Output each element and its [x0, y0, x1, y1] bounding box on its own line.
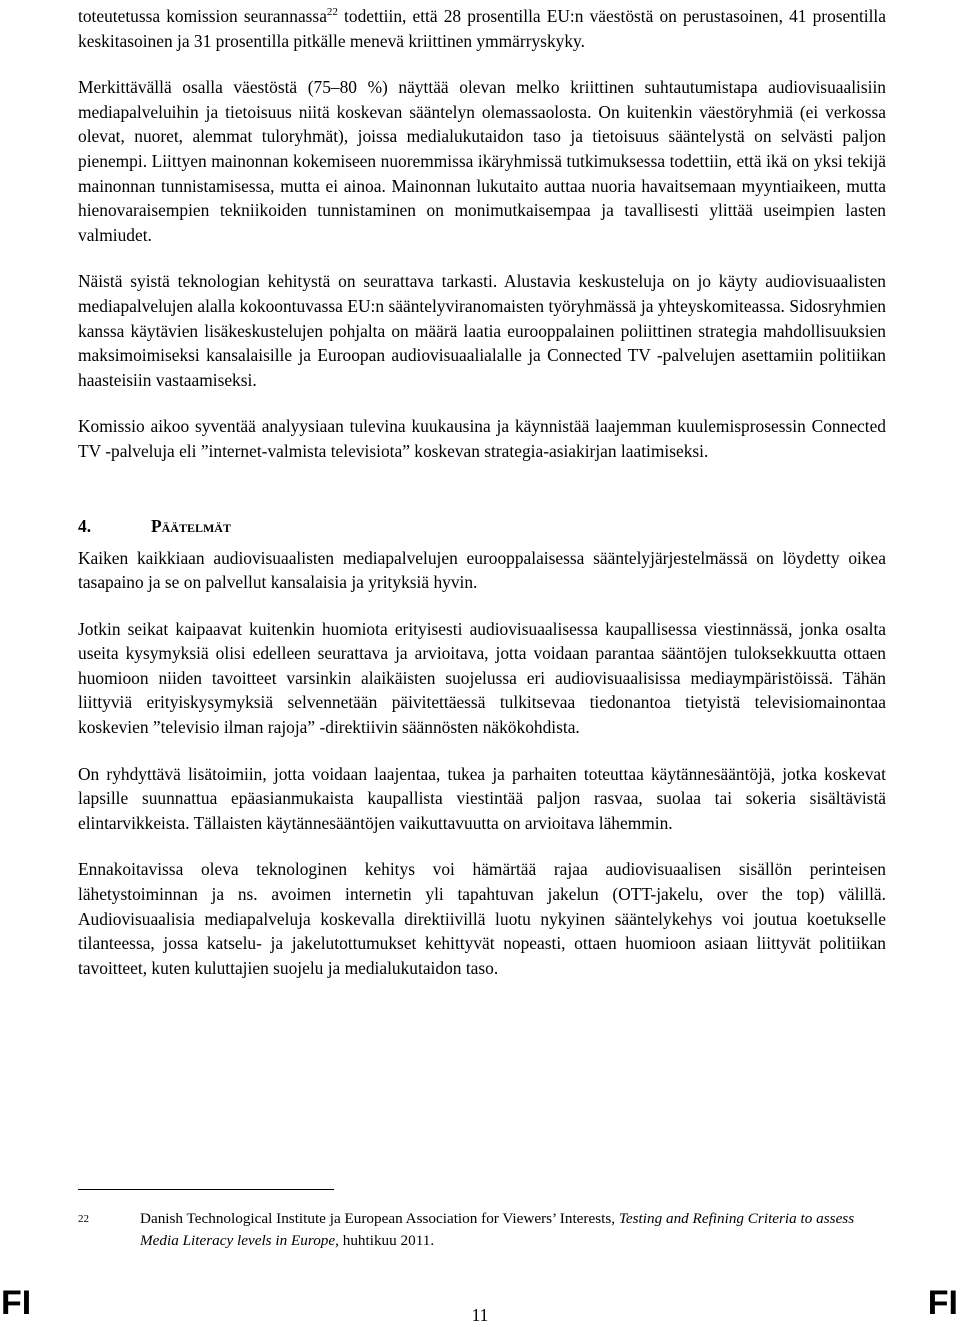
footnote-text-start: Danish Technological Institute ja European Association for Viewers’ Interests,	[140, 1210, 619, 1227]
footnote-text-end: , huhtikuu 2011.	[335, 1232, 435, 1249]
paragraph-1-text-start: toteutetussa komission seurannassa	[78, 6, 327, 26]
language-code-right: FI	[927, 1284, 958, 1322]
section-heading	[78, 514, 886, 538]
paragraph-7: On ryhdyttävä lisätoimiin, jotta voidaan laajentaa, tukea ja parhaiten toteuttaa käytännesääntöjä, jotka koskevat lapsille suunnattua epäasianmukaista kaupallista viestintää paljon rasvaa, suolaa tai sokeria sisältävistä elintarvikkeista. Tällaisten käytännesääntöjen vaikuttavuutta on arvioitava lähemmin.	[78, 763, 886, 833]
footnote-title-italic: Testing and Refining Criteria to assess Media Literacy levels in Europe	[140, 1210, 855, 1249]
footnote-separator	[78, 1189, 334, 1190]
page-number: 11	[471, 1305, 489, 1325]
paragraph-5: Kaiken kaikkiaan audiovisuaalisten mediapalvelujen eurooppalaisessa sääntelyjärjestelmässä on löydetty oikea tasapaino ja se on palvellut kansalaisia ja yrityksiä hyvin.	[78, 547, 886, 593]
paragraph-1	[78, 4, 886, 53]
paragraph-2: Merkittävällä osalla väestöstä (75–80 %) näyttää olevan melko kriittinen suhtautumistapa audiovisuaalisiin mediapalveluihin ja tietoisuus niitä koskevan sääntelyn olemassaolosta. On kuitenkin väestöryhmiä (ei verkossa olevat, nuoret, alemmat tuloryhmät), joissa medialukutaidon taso ja tietoisuus sääntelystä on selvästi paljon pienempi. Liittyen mainonnan kokemiseen nuoremmissa ikäryhmissä tutkimuksessa todettiin, että ikä on yksi tekijä mainonnan tunnistamisessa, mutta ei ainoa. Mainonnan lukutaito auttaa nuoria havaitsemaan myyntiaikeen, mutta hienovaraisempien tekniikoiden tunnistaminen on monimutkaisempaa ja tavallisesti ylittää useimpien lasten valmiudet.	[78, 77, 886, 245]
section-title: Päätelmät	[151, 515, 231, 536]
document-body	[78, 4, 886, 980]
footnote-text	[140, 1208, 886, 1252]
paragraph-4: Komissio aikoo syventää analyysiaan tulevina kuukausina ja käynnistää laajemman kuulemisprosessin Connected TV -palveluja eli ”internet-valmista televisiota” koskevan strategia-asiakirjan laatimiseksi.	[78, 416, 886, 461]
paragraph-1-text-end: todettiin, että 28 prosentilla EU:n väestöstä on perustasoinen, 41 prosentilla keskitasoinen ja 31 prosentilla pitkälle menevä kriittinen ymmärryskyky.	[78, 6, 886, 51]
language-code-left: FI	[1, 1284, 32, 1322]
paragraph-3: Näistä syistä teknologian kehitystä on seurattava tarkasti. Alustavia keskusteluja on jo käyty audiovisuaalisten mediapalvelujen alalla kokoontuvassa EU:n sääntelyviranomaisten työryhmässä ja yhteyskomiteassa. Sidosryhmien kanssa käytävien lisäkeskustelujen pohjalta on määrä laatia eurooppalainen poliittinen strategia mahdollisuuksien maksimoimiseksi kansalaisille ja Euroopan audiovisuaalialalle ja Connected TV -palvelujen asettamiin politiikan haasteisiin vastaamiseksi.	[78, 271, 886, 390]
section-number: 4.	[78, 515, 92, 536]
footnote-mark: 22	[78, 1213, 89, 1225]
footnote-reference[interactable]: 22	[326, 6, 338, 19]
footnote	[78, 1208, 886, 1252]
paragraph-6: Jotkin seikat kaipaavat kuitenkin huomiota erityisesti audiovisuaalisessa kaupallisessa viestinnässä, jonka osalta useita kysymyksiä olisi edelleen seurattava ja arvioitava, jotta voidaan parantaa sääntöjen tuloksekkuutta ottaen huomioon niiden tavoitteet varsinkin alaikäisten suojelussa eri audiovisuaalisissa mediaympäristöissä. Tähän liittyviä erityiskysymyksiä selvennetään päivitettäessä tulkitsevaa tiedonantoa tietyistä televisiomainontaa koskevien ”televisio ilman rajoja” -direktiivin säännösten näkökohdista.	[78, 618, 886, 738]
paragraph-8: Ennakoitavissa oleva teknologinen kehitys voi hämärtää rajaa audiovisuaalisen sisällön perinteisen lähetystoiminnan ja ns. avoimen internetin yli tapahtuvan jakelun (OTT-jakelu, over the top) välillä. Audiovisuaalisia mediapalveluja koskevalla direktiivillä luotu nykyinen sääntelykehys voi joutua koetukselle tilanteessa, jossa katselu- ja jakelutottumukset kehittyvät nopeasti, ottaen huomioon asiaan liittyvät politiikan tavoitteet, kuten kuluttajien suojelu ja medialukutaidon taso.	[78, 859, 886, 978]
